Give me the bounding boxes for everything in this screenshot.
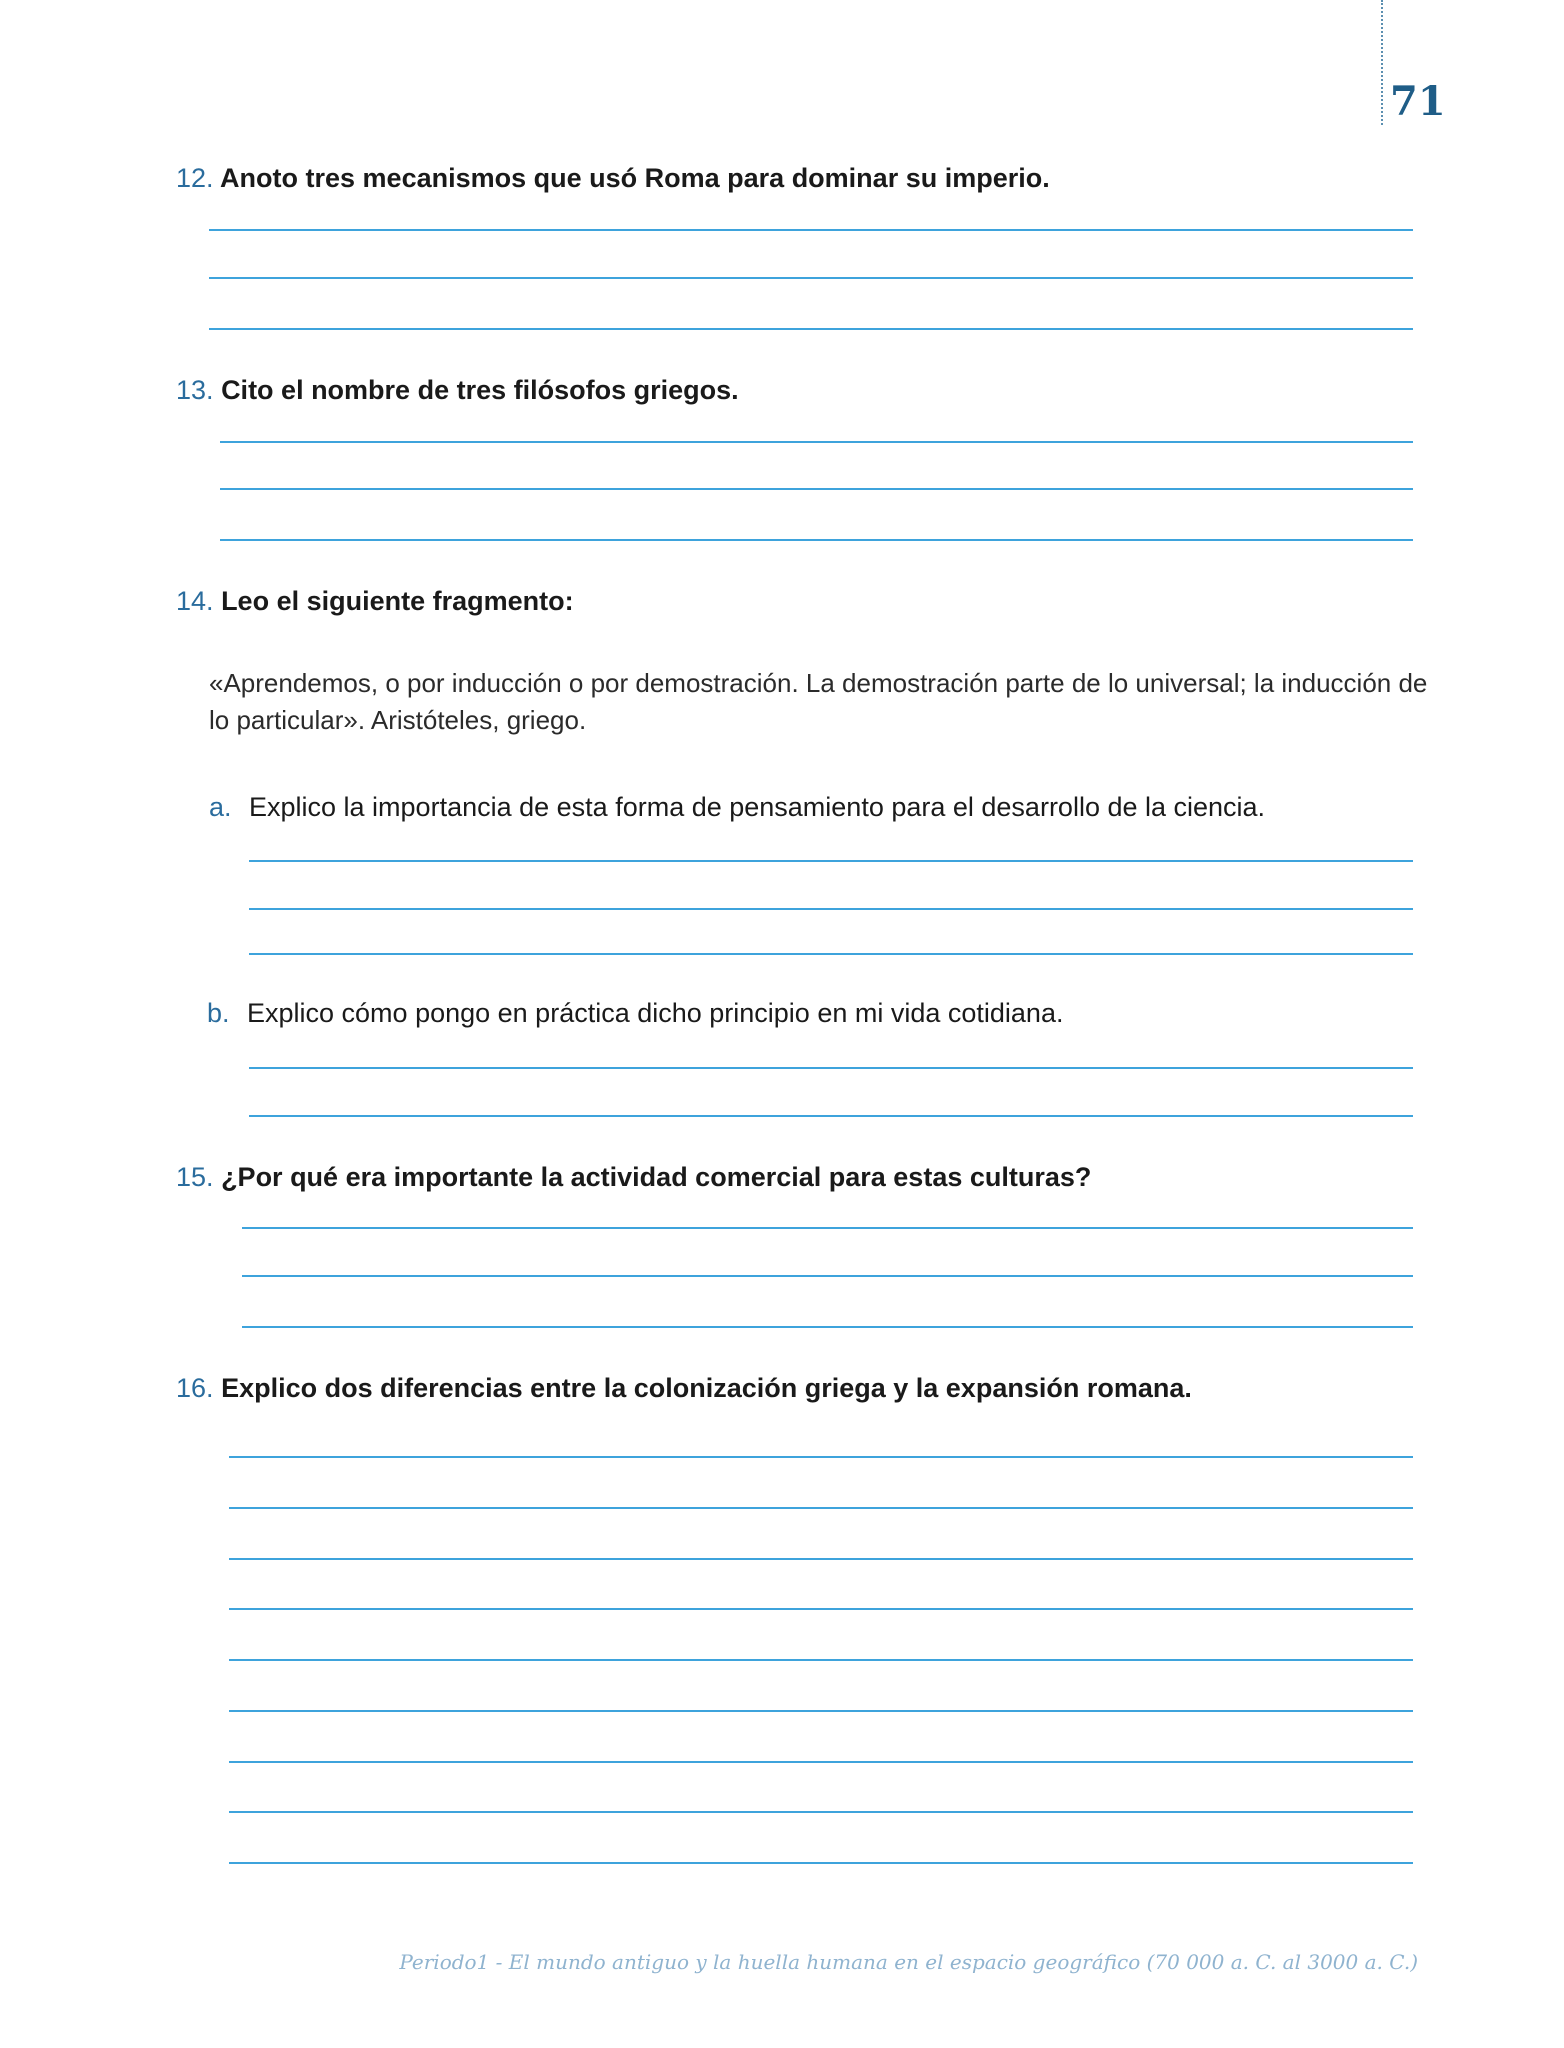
answer-line[interactable]	[229, 1456, 1413, 1458]
question-text: Cito el nombre de tres filósofos griegos.	[221, 375, 739, 405]
subquestion-letter: a.	[209, 792, 232, 822]
question-13	[176, 374, 739, 406]
answer-line[interactable]	[220, 441, 1413, 443]
question-text: Explico dos diferencias entre la colonización griega y la expansión romana.	[221, 1373, 1192, 1403]
question-14	[176, 585, 574, 617]
page-number: 71	[1390, 78, 1446, 125]
answer-line[interactable]	[220, 539, 1413, 541]
question-number: 12.	[176, 163, 214, 193]
answer-line[interactable]	[249, 1115, 1413, 1117]
question-number: 15.	[176, 1162, 214, 1192]
question-12	[176, 162, 1050, 194]
aristotle-quote: «Aprendemos, o por inducción o por demostración. La demostración parte de lo universal; la inducción de lo particular». Aristóteles, griego.	[209, 668, 1428, 735]
answer-line[interactable]	[229, 1811, 1413, 1813]
answer-line[interactable]	[249, 953, 1413, 955]
header-divider	[1381, 0, 1383, 125]
answer-line[interactable]	[242, 1326, 1413, 1328]
answer-line[interactable]	[229, 1710, 1413, 1712]
question-number: 16.	[176, 1373, 214, 1403]
page-footer: Periodo1 - El mundo antiguo y la huella humana en el espacio geográfico (70 000 a. C. al 3000 a. C.)	[399, 1950, 1418, 1974]
answer-line[interactable]	[242, 1227, 1413, 1229]
answer-line[interactable]	[220, 488, 1413, 490]
subquestion-a	[209, 791, 1265, 823]
subquestion-letter: b.	[207, 998, 230, 1028]
question-text: Anoto tres mecanismos que usó Roma para dominar su imperio.	[220, 163, 1050, 193]
question-text: Leo el siguiente fragmento:	[221, 586, 574, 616]
question-text: ¿Por qué era importante la actividad comercial para estas culturas?	[221, 1162, 1092, 1192]
answer-line[interactable]	[242, 1275, 1413, 1277]
answer-line[interactable]	[229, 1608, 1413, 1610]
answer-line[interactable]	[229, 1659, 1413, 1661]
question-number: 14.	[176, 586, 214, 616]
answer-line[interactable]	[209, 328, 1413, 330]
answer-line[interactable]	[209, 229, 1413, 231]
answer-line[interactable]	[229, 1558, 1413, 1560]
answer-line[interactable]	[229, 1761, 1413, 1763]
answer-line[interactable]	[249, 908, 1413, 910]
answer-line[interactable]	[209, 277, 1413, 279]
question-16	[176, 1372, 1192, 1404]
subquestion-text: Explico cómo pongo en práctica dicho principio en mi vida cotidiana.	[247, 998, 1064, 1028]
question-15	[176, 1161, 1091, 1193]
answer-line[interactable]	[249, 860, 1413, 862]
subquestion-b	[207, 997, 1063, 1029]
subquestion-text: Explico la importancia de esta forma de pensamiento para el desarrollo de la ciencia.	[249, 792, 1266, 822]
answer-line[interactable]	[229, 1862, 1413, 1864]
question-number: 13.	[176, 375, 214, 405]
answer-line[interactable]	[249, 1067, 1413, 1069]
answer-line[interactable]	[229, 1507, 1413, 1509]
